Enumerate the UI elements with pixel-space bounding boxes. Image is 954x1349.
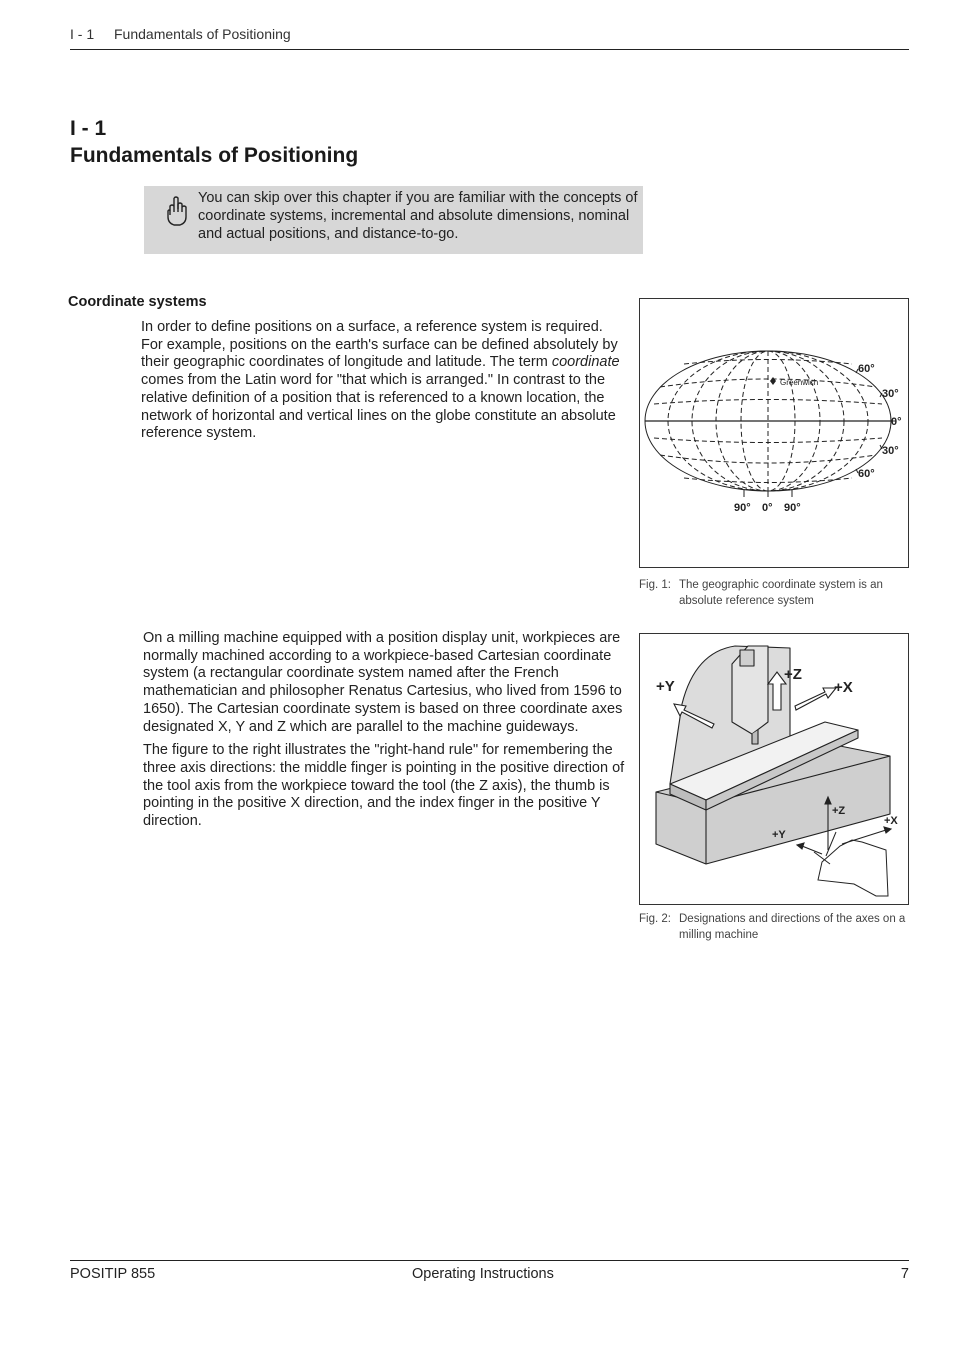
paragraph-2: On a milling machine equipped with a position display unit, workpieces are normally machined according to a workpiece-based Cartesian coordinate system (a rectangular coordinate system named after the French mathematician and philosopher Renatus Cartesius, who lived from 1596 to 1650). The Cartesian coordinate system is based on three coordinate axes designated X, Y and Z which are parallel to the machine guideways. bbox=[143, 630, 623, 735]
running-header-title: Fundamentals of Positioning bbox=[114, 26, 291, 42]
figure-1-caption-label: Fig. 1: bbox=[639, 579, 671, 591]
pointing-hand-icon bbox=[164, 195, 188, 229]
label-machine-x: +X bbox=[834, 679, 853, 696]
label-lon-90e: 90° bbox=[784, 502, 801, 514]
paragraph-cartesian bbox=[143, 630, 625, 831]
label-lat-30n: 30° bbox=[882, 388, 899, 400]
figure-2-milling-machine bbox=[639, 633, 909, 905]
footer-product: POSITIP 855 bbox=[70, 1266, 156, 1282]
figure-2-caption-text: Designations and directions of the axes on a milling machine bbox=[679, 913, 906, 941]
header-rule bbox=[70, 49, 909, 50]
running-header-section: I - 1 bbox=[70, 26, 95, 42]
label-machine-y: +Y bbox=[656, 678, 675, 695]
label-lat-60s: 60° bbox=[858, 468, 875, 480]
label-lon-90w: 90° bbox=[734, 502, 751, 514]
footer-rule bbox=[70, 1260, 909, 1261]
note-text: You can skip over this chapter if you are familiar with the concepts of coordinate systems, incremental and absolute dimensions, nominal and actual positions, and distance-to-go. bbox=[198, 190, 638, 242]
milling-machine-diagram bbox=[640, 634, 908, 904]
label-lat-60n: 60° bbox=[858, 363, 875, 375]
para1-before: In order to define positions on a surface, a reference system is required. For example, positions on the earth's surface can be defined absolutely by their geographic coordinates of longitude and latitude. The term bbox=[141, 319, 618, 371]
chapter-title: Fundamentals of Positioning bbox=[70, 144, 359, 167]
footer-page-number: 7 bbox=[900, 1266, 909, 1282]
label-lat-30s: 30° bbox=[882, 445, 899, 457]
label-machine-z: +Z bbox=[784, 666, 802, 683]
globe-diagram bbox=[640, 299, 908, 567]
label-hand-x: +X bbox=[884, 815, 898, 827]
paragraph-coordinates-intro bbox=[141, 319, 623, 443]
para1-after: comes from the Latin word for "that which is arranged." In contrast to the relative definition of a position that is referenced to a known location, the network of horizontal and vertical lines on the globe constitute an absolute reference system. bbox=[141, 372, 616, 442]
chapter-number: I - 1 bbox=[70, 117, 107, 140]
figure-1-globe bbox=[639, 298, 909, 568]
label-lat-0: 0° bbox=[891, 416, 902, 428]
label-greenwich: Greenwich bbox=[780, 378, 819, 387]
note-box bbox=[144, 186, 643, 254]
para1-emphasis: coordinate bbox=[551, 354, 620, 371]
label-lon-0: 0° bbox=[762, 502, 773, 514]
label-hand-z: +Z bbox=[832, 805, 846, 817]
figure-2-caption-label: Fig. 2: bbox=[639, 913, 671, 925]
section-heading: Coordinate systems bbox=[68, 294, 207, 310]
running-header bbox=[70, 26, 291, 42]
label-hand-y: +Y bbox=[772, 829, 786, 841]
footer-doc-title: Operating Instructions bbox=[412, 1266, 554, 1282]
figure-1-caption-text: The geographic coordinate system is an absolute reference system bbox=[679, 579, 883, 607]
paragraph-3: The figure to the right illustrates the "right-hand rule" for remembering the three axis directions: the middle finger is pointing in the positive direction of the tool axis from the workpiece toward the tool (the Z axis), the thumb is pointing in the positive X direction, and the index finger in the positive Y direction. bbox=[143, 742, 625, 830]
greenwich-marker bbox=[770, 377, 776, 385]
